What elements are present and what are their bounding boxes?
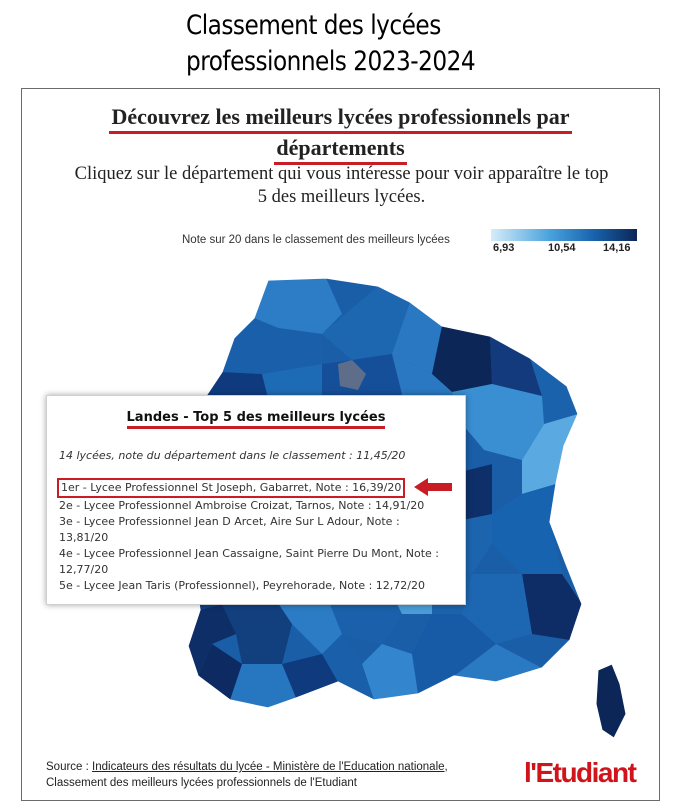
top5-list bbox=[57, 478, 462, 594]
legend-color-bar bbox=[491, 229, 637, 241]
legend-max: 14,16 bbox=[603, 242, 631, 254]
map-widget bbox=[21, 88, 660, 801]
letudiant-logo: l'Etudiant bbox=[524, 757, 636, 788]
tooltip-summary: 14 lycées, note du département dans le classement : 11,45/20 bbox=[59, 449, 406, 462]
top5-list-item: 5e - Lycee Jean Taris (Professionnel), Peyrehorade, Note : 12,72/20 bbox=[59, 579, 425, 592]
legend-mid: 10,54 bbox=[548, 242, 576, 254]
page-title bbox=[186, 8, 590, 80]
top5-list-item: 13,81/20 bbox=[59, 531, 109, 544]
legend-ticks bbox=[491, 242, 637, 256]
widget-heading bbox=[22, 103, 659, 165]
subtitle-line2: 5 des meilleurs lycées. bbox=[257, 187, 426, 207]
legend-min: 6,93 bbox=[493, 242, 515, 254]
page-title-line2: professionnels 2023-2024 bbox=[186, 46, 476, 77]
page-title-line1: Classement des lycées bbox=[186, 10, 441, 41]
top5-list-item: 12,77/20 bbox=[59, 563, 109, 576]
red-arrow-icon bbox=[414, 477, 454, 497]
source-line2: Classement des meilleurs lycées professionnels de l'Etudiant bbox=[46, 777, 357, 789]
source-credit: Source : Indicateurs des résultats du lycée - Ministère de l'Education nationale, Classement des meilleurs lycées professionnels de l'Etudiant bbox=[46, 761, 448, 789]
source-link[interactable]: Indicateurs des résultats du lycée - Ministère de l'Education nationale bbox=[92, 761, 445, 773]
widget-subtitle bbox=[32, 163, 651, 209]
legend-label: Note sur 20 dans le classement des meilleurs lycées bbox=[182, 234, 450, 246]
top5-list-item: 2e - Lycee Professionnel Ambroise Croizat, Tarnos, Note : 14,91/20 bbox=[59, 499, 425, 512]
heading-line1: Découvrez les meilleurs lycées professionnels par bbox=[109, 103, 571, 134]
top5-list-item: 3e - Lycee Professionnel Jean D Arcet, Aire Sur L Adour, Note : bbox=[59, 515, 400, 528]
corsica[interactable] bbox=[596, 664, 626, 738]
subtitle-line1: Cliquez sur le département qui vous intéresse pour voir apparaître le top bbox=[74, 164, 609, 184]
department-tooltip bbox=[46, 395, 466, 605]
tooltip-title: Landes - Top 5 des meilleurs lycées bbox=[47, 410, 465, 425]
heading-line2: départements bbox=[274, 134, 406, 165]
top5-list-item: 1er - Lycee Professionnel St Joseph, Gabarret, Note : 16,39/20 bbox=[57, 478, 462, 498]
top5-list-item: 4e - Lycee Professionnel Jean Cassaigne, Saint Pierre Du Mont, Note : bbox=[59, 547, 439, 560]
